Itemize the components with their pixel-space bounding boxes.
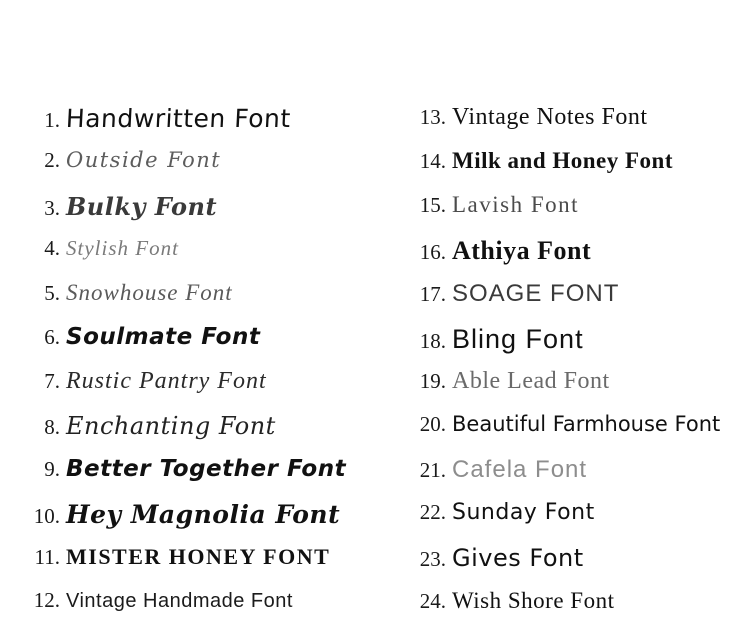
font-name-handwritten: Handwritten Font <box>65 104 292 133</box>
list-item-number: 8. <box>44 415 60 439</box>
list-item-number: 15. <box>419 193 446 217</box>
list-item <box>16 104 386 148</box>
list-item-number: 19. <box>419 369 446 393</box>
list-item <box>398 192 734 236</box>
font-name-soage: SOAGE FONT <box>452 280 620 307</box>
list-item-number: 10. <box>33 504 60 528</box>
list-item <box>398 148 734 192</box>
font-name-cafela: Cafela Font <box>452 456 588 483</box>
font-name-milk-and-honey: Milk and Honey Font <box>452 148 674 173</box>
list-item-number: 23. <box>419 547 446 571</box>
list-item-number: 13. <box>419 105 446 129</box>
list-item-number: 14. <box>419 149 446 173</box>
list-item <box>398 544 734 588</box>
list-item-number: 6. <box>44 325 60 349</box>
list-item <box>16 280 386 324</box>
list-item <box>398 412 734 456</box>
list-item <box>16 192 386 236</box>
font-name-vintage-notes: Vintage Notes Font <box>452 104 648 130</box>
list-item-number: 11. <box>34 545 60 569</box>
font-name-sunday: Sunday Font <box>452 500 595 525</box>
list-item-number: 2. <box>44 148 60 172</box>
list-item-number: 20. <box>419 412 446 436</box>
list-item <box>16 544 386 588</box>
list-item <box>16 500 386 544</box>
left-column <box>16 104 386 632</box>
font-name-better-together: Better Together Font <box>66 456 347 482</box>
list-item <box>16 588 386 632</box>
font-name-enchanting: Enchanting Font <box>66 412 276 440</box>
font-name-bulky: Bulky Font <box>66 192 218 221</box>
font-name-soulmate: Soulmate Font <box>66 324 261 350</box>
list-item-number: 22. <box>419 500 446 524</box>
list-item-number: 7. <box>44 369 60 393</box>
font-name-able-lead: Able Lead Font <box>452 368 610 394</box>
list-item <box>398 500 734 544</box>
font-name-stylish: Stylish Font <box>66 236 179 260</box>
list-item-number: 18. <box>419 329 446 353</box>
list-item-number: 24. <box>419 589 446 613</box>
list-item-number: 4. <box>44 236 60 260</box>
list-item <box>398 588 734 632</box>
font-name-gives: Gives Font <box>452 544 584 572</box>
list-item <box>16 412 386 456</box>
list-item-number: 1. <box>44 108 60 132</box>
font-name-wish-shore: Wish Shore Font <box>452 588 615 613</box>
list-item <box>398 236 734 280</box>
list-item <box>398 368 734 412</box>
list-item-number: 17. <box>419 282 446 306</box>
font-name-snowhouse: Snowhouse Font <box>66 280 233 305</box>
list-item <box>16 236 386 280</box>
list-item <box>398 104 734 148</box>
font-name-vintage-handmade: Vintage Handmade Font <box>66 590 293 612</box>
list-item-number: 16. <box>419 240 446 264</box>
right-column <box>398 104 734 632</box>
font-name-mister-honey: MISTER HONEY FONT <box>66 544 331 569</box>
font-name-outside: Outside Font <box>66 148 222 172</box>
list-item-number: 12. <box>33 588 60 612</box>
list-item <box>398 456 734 500</box>
font-name-rustic-pantry: Rustic Pantry Font <box>66 368 267 394</box>
list-item <box>16 148 386 192</box>
font-name-athiya: Athiya Font <box>452 236 592 265</box>
font-name-hey-magnolia: Hey Magnolia Font <box>66 500 341 529</box>
list-item <box>398 280 734 324</box>
list-item-number: 5. <box>44 281 60 305</box>
font-name-bling: Bling Font <box>452 324 584 354</box>
font-name-beautiful-farmhouse: Beautiful Farmhouse Font <box>452 412 721 436</box>
list-item <box>16 324 386 368</box>
list-item <box>16 368 386 412</box>
list-item <box>16 456 386 500</box>
list-item <box>398 324 734 368</box>
list-item-number: 9. <box>44 457 60 481</box>
font-name-lavish: Lavish Font <box>452 192 580 217</box>
list-item-number: 21. <box>419 458 446 482</box>
list-item-number: 3. <box>44 196 60 220</box>
